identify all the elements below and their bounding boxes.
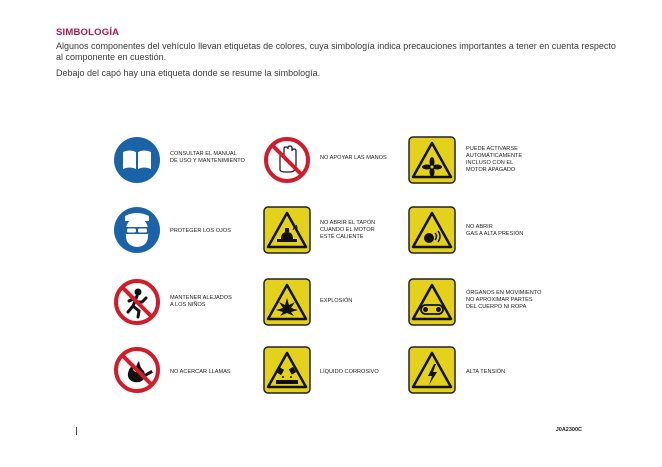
page-divider — [76, 427, 77, 435]
symbol-label: PUEDE ACTIVARSE AUTOMÁTICAMENTE INCLUSO CON EL MOTOR APAGADO — [466, 146, 523, 173]
symbol-label: ÓRGANOS EN MOVIMIENTO NO APROXIMAR PARTES DEL CUERPO NI ROPA — [466, 290, 542, 310]
hood-label-paragraph: Debajo del capó hay una etiqueta donde se resume la simbología. — [56, 68, 321, 78]
symbol-label: LÍQUIDO CORROSIVO — [320, 369, 379, 375]
pressure-gas-warning-icon — [408, 206, 456, 254]
explosion-warning-icon — [263, 278, 311, 326]
manual-book-icon — [113, 136, 161, 184]
no-flames-icon — [113, 346, 161, 394]
eye-protection-icon — [113, 206, 161, 254]
moving-parts-warning-icon — [408, 278, 456, 326]
symbol-label: CONSULTAR EL MANUAL DE USO Y MANTENIMIENTO — [170, 151, 245, 164]
symbol-label: ALTA TENSIÓN — [466, 369, 506, 375]
symbol-label: PROTEGER LOS OJOS — [170, 228, 231, 234]
intro-paragraph: Algunos componentes del vehículo llevan etiquetas de colores, cuya simbología indica precauciones importantes a tener en cuenta respecto al componente en cuestión. — [56, 41, 616, 62]
keep-children-away-icon — [113, 278, 161, 326]
section-heading: SIMBOLOGÍA — [56, 27, 120, 38]
symbol-label: NO ABRIR GAS A ALTA PRESIÓN — [466, 224, 524, 237]
high-voltage-warning-icon — [408, 346, 456, 394]
symbol-label: EXPLOSIÓN — [320, 298, 353, 304]
symbol-label: NO ACERCAR LLAMAS — [170, 369, 231, 375]
hot-cap-warning-icon — [263, 206, 311, 254]
corrosive-liquid-warning-icon — [263, 346, 311, 394]
fan-warning-icon — [408, 136, 456, 184]
figure-code: J0A2300C — [555, 427, 582, 433]
symbol-label: NO ABRIR EL TAPÓN CUANDO EL MOTOR ESTÉ CALIENTE — [320, 220, 376, 240]
no-hands-icon — [263, 136, 311, 184]
symbol-label: MANTENER ALEJADOS A LOS NIÑOS — [170, 295, 232, 308]
symbol-label: NO APOYAR LAS MANOS — [320, 155, 387, 161]
